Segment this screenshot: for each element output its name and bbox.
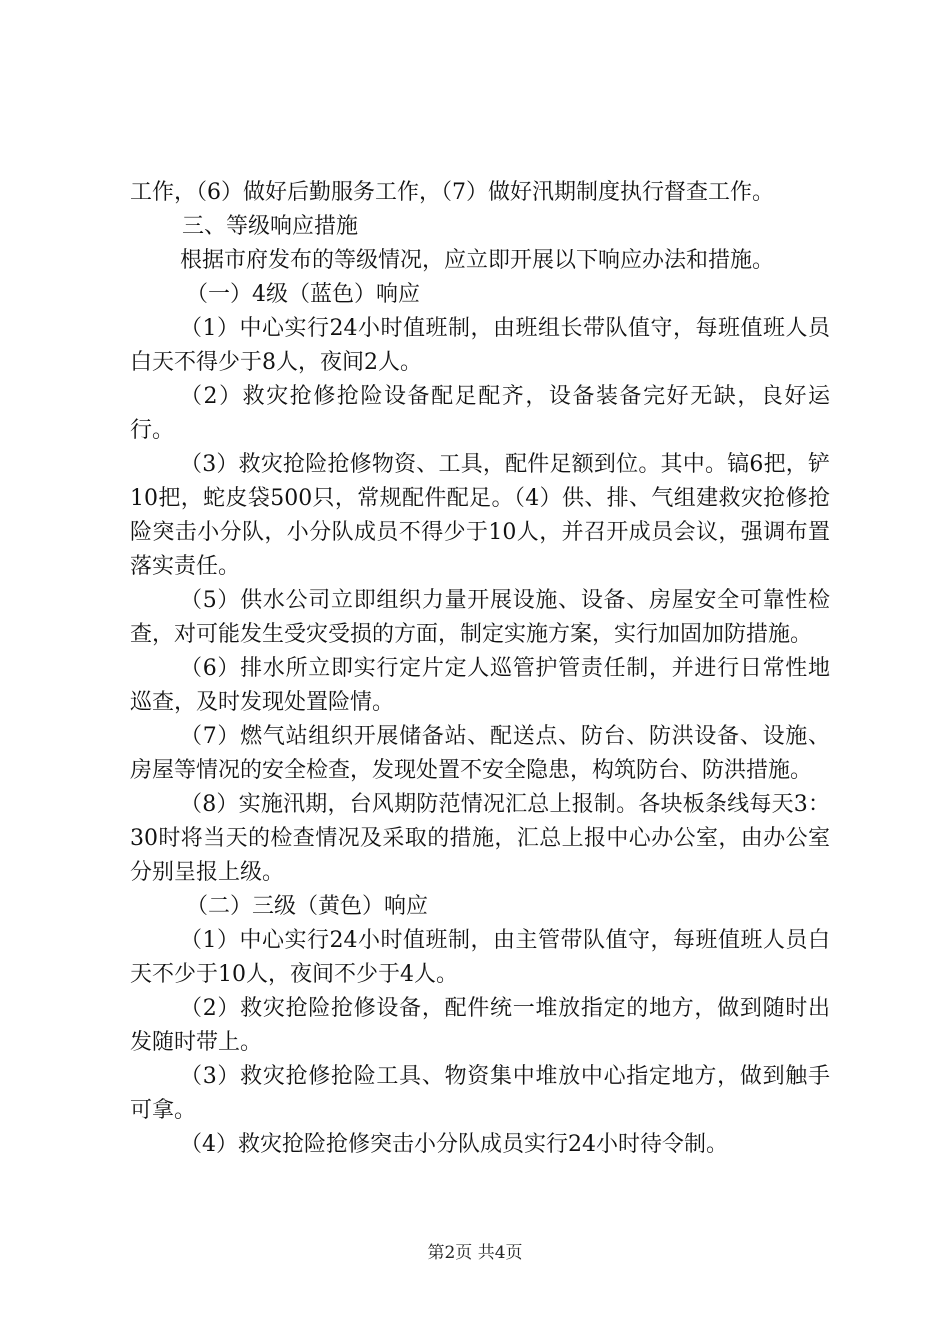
paragraph-4-7: （7）燃气站组织开展储备站、配送点、防台、防洪设备、设施、房屋等情况的安全检查，发现处置不安全隐患，构筑防台、防洪措施。 xyxy=(130,724,830,783)
paragraph-4-2: （2）救灾抢修抢险设备配足配齐，设备装备完好无缺，良好运行。 xyxy=(130,384,830,443)
paragraph-continuation: 工作，（6）做好后勤服务工作，（7）做好汛期制度执行督查工作。 xyxy=(130,180,774,205)
paragraph-4-1: （1）中心实行24小时值班制，由班组长带队值守，每班值班人员白天不得少于8人，夜间2人。 xyxy=(130,316,830,375)
page-footer: 第2页 共4页 xyxy=(427,1243,523,1263)
paragraph-3-2: （2）救灾抢险抢修设备，配件统一堆放指定的地方，做到随时出发随时带上。 xyxy=(130,996,830,1055)
paragraph-4-8: （8）实施汛期，台风期防范情况汇总上报制。各块板条线每天3：30时将当天的检查情况及采取的措施，汇总上报中心办公室，由办公室分别呈报上级。 xyxy=(130,792,830,885)
sub-heading-level-4: （一）4级（蓝色）响应 xyxy=(186,282,420,307)
paragraph-intro: 根据市府发布的等级情况，应立即开展以下响应办法和措施。 xyxy=(180,248,775,273)
document-body xyxy=(130,176,830,1162)
paragraph-3-1: （1）中心实行24小时值班制，由主管带队值守，每班值班人员白天不少于10人，夜间不少于4人。 xyxy=(130,928,830,987)
paragraph-4-5: （5）供水公司立即组织力量开展设施、设备、房屋安全可靠性检查，对可能发生受灾受损的方面，制定实施方案，实行加固加防措施。 xyxy=(130,588,830,647)
paragraph-3-3: （3）救灾抢修抢险工具、物资集中堆放中心指定地方，做到触手可拿。 xyxy=(130,1064,830,1123)
section-heading: 三、等级响应措施 xyxy=(182,214,359,239)
paragraph-4-3: （3）救灾抢险抢修物资、工具，配件足额到位。其中。镐6把，铲10把，蛇皮袋500只，常规配件配足。（4）供、排、气组建救灾抢修抢险突击小分队，小分队成员不得少于10人，并召开成员会议，强调布置落实责任。 xyxy=(130,452,830,579)
sub-heading-level-3: （二）三级（黄色）响应 xyxy=(186,894,429,919)
paragraph-3-4: （4）救灾抢险抢修突击小分队成员实行24小时待令制。 xyxy=(180,1132,728,1157)
paragraph-4-6: （6）排水所立即实行定片定人巡管护管责任制，并进行日常性地巡查，及时发现处置险情。 xyxy=(130,656,830,715)
